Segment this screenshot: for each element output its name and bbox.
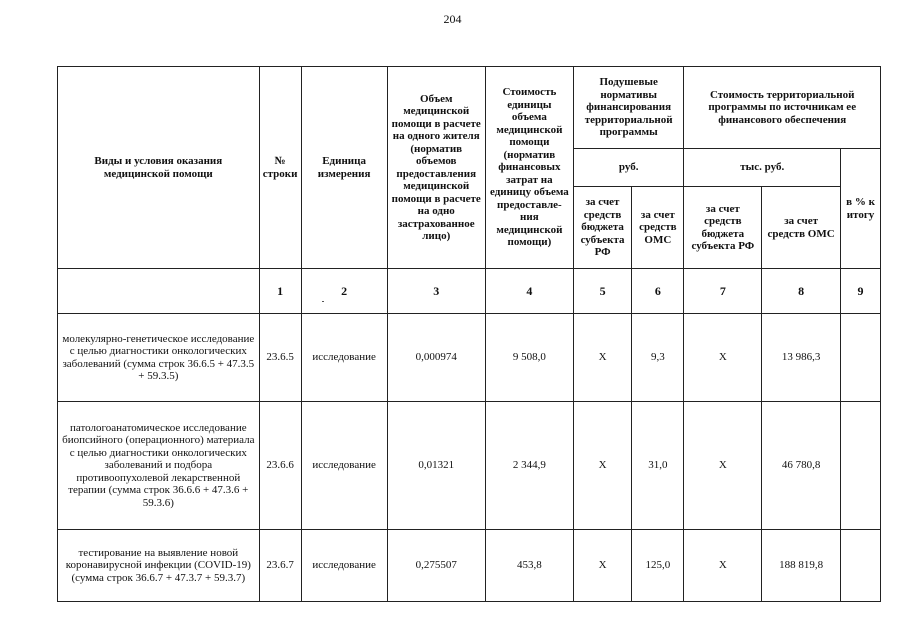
row-number: 23.6.6 xyxy=(259,402,301,530)
header-unit-cost: Стоимость единицы объема медицинской помощи (норматив финансовых затрат на единицу объема предоставле-ния медицинской помощи) xyxy=(485,67,573,269)
header-per-capita-oms: за счет средств ОМС xyxy=(632,187,684,269)
header-kind: Виды и условия оказания медицинской помощи xyxy=(58,67,260,269)
row-per-capita-oms: 9,3 xyxy=(632,314,684,402)
column-number: 7 xyxy=(684,269,762,314)
header-row-no: № строки xyxy=(259,67,301,269)
row-description: тестирование на выявление новой коронавирусной инфекции (COVID-19) (сумма строк 36.6.7 + 47.3.7 + 59.3.7) xyxy=(58,530,260,602)
column-number: 3 xyxy=(387,269,485,314)
row-percent xyxy=(841,402,881,530)
row-unit: исследование xyxy=(301,530,387,602)
row-unit: исследование xyxy=(301,402,387,530)
row-description: молекулярно-генетическое исследование с целью диагностики онкологических заболеваний (сумма строк 36.6.5 + 47.3.5 + 59.3.5) xyxy=(58,314,260,402)
row-per-capita-oms: 125,0 xyxy=(632,530,684,602)
row-description: патологоанатомическое исследование биопсийного (операционного) материала с целью диагностики онкологических заболеваний и подбора противоопухолевой лекарственной терапии (сумма строк 36.6.6 + 47.3.6 + 59.3.6) xyxy=(58,402,260,530)
row-per-capita-budget: Х xyxy=(573,402,631,530)
column-number: 8 xyxy=(762,269,841,314)
header-unit: Единица измерения xyxy=(301,67,387,269)
row-cost-oms: 188 819,8 xyxy=(762,530,841,602)
header-per-capita-group: Подушевые нормативы финансирования территориальной программы xyxy=(573,67,684,149)
financing-table xyxy=(57,66,881,602)
row-unit: исследование xyxy=(301,314,387,402)
row-per-capita-budget: Х xyxy=(573,530,631,602)
row-volume: 0,01321 xyxy=(387,402,485,530)
column-number: 5 xyxy=(573,269,631,314)
row-cost-oms: 13 986,3 xyxy=(762,314,841,402)
row-volume: 0,000974 xyxy=(387,314,485,402)
row-number: 23.6.7 xyxy=(259,530,301,602)
header-per-capita-budget: за счет средств бюджета субъекта РФ xyxy=(573,187,631,269)
column-number: 2 xyxy=(301,269,387,314)
header-cost-oms: за счет средств ОМС xyxy=(762,187,841,269)
page-number: 204 xyxy=(443,12,462,26)
row-cost-budget: Х xyxy=(684,402,762,530)
row-number: 23.6.5 xyxy=(259,314,301,402)
table-row xyxy=(58,530,881,602)
row-cost-budget: Х xyxy=(684,314,762,402)
row-unit-cost: 9 508,0 xyxy=(485,314,573,402)
header-percent-total: в % к итогу xyxy=(841,149,881,269)
column-number: 4 xyxy=(485,269,573,314)
column-number: 1 xyxy=(259,269,301,314)
column-number: 6 xyxy=(632,269,684,314)
row-cost-budget: Х xyxy=(684,530,762,602)
column-number-blank xyxy=(58,269,260,314)
row-per-capita-budget: Х xyxy=(573,314,631,402)
column-number: 9 xyxy=(841,269,881,314)
header-cost-budget: за счет средств бюджета субъекта РФ xyxy=(684,187,762,269)
column-numbers-row xyxy=(58,269,881,314)
header-rub: руб. xyxy=(573,149,684,187)
row-percent xyxy=(841,314,881,402)
row-unit-cost: 453,8 xyxy=(485,530,573,602)
row-per-capita-oms: 31,0 xyxy=(632,402,684,530)
header-cost-group: Стоимость территориальной программы по источникам ее финансового обеспечения xyxy=(684,67,881,149)
table-row xyxy=(58,402,881,530)
row-cost-oms: 46 780,8 xyxy=(762,402,841,530)
scan-speck xyxy=(322,301,324,302)
row-volume: 0,275507 xyxy=(387,530,485,602)
row-percent xyxy=(841,530,881,602)
table-row xyxy=(58,314,881,402)
row-unit-cost: 2 344,9 xyxy=(485,402,573,530)
header-volume: Объем медицинской помощи в расчете на одного жителя (норматив объемов предоставления медицинской помощи в расчете на одно застрахованное лицо) xyxy=(387,67,485,269)
header-thous-rub: тыс. руб. xyxy=(684,149,841,187)
